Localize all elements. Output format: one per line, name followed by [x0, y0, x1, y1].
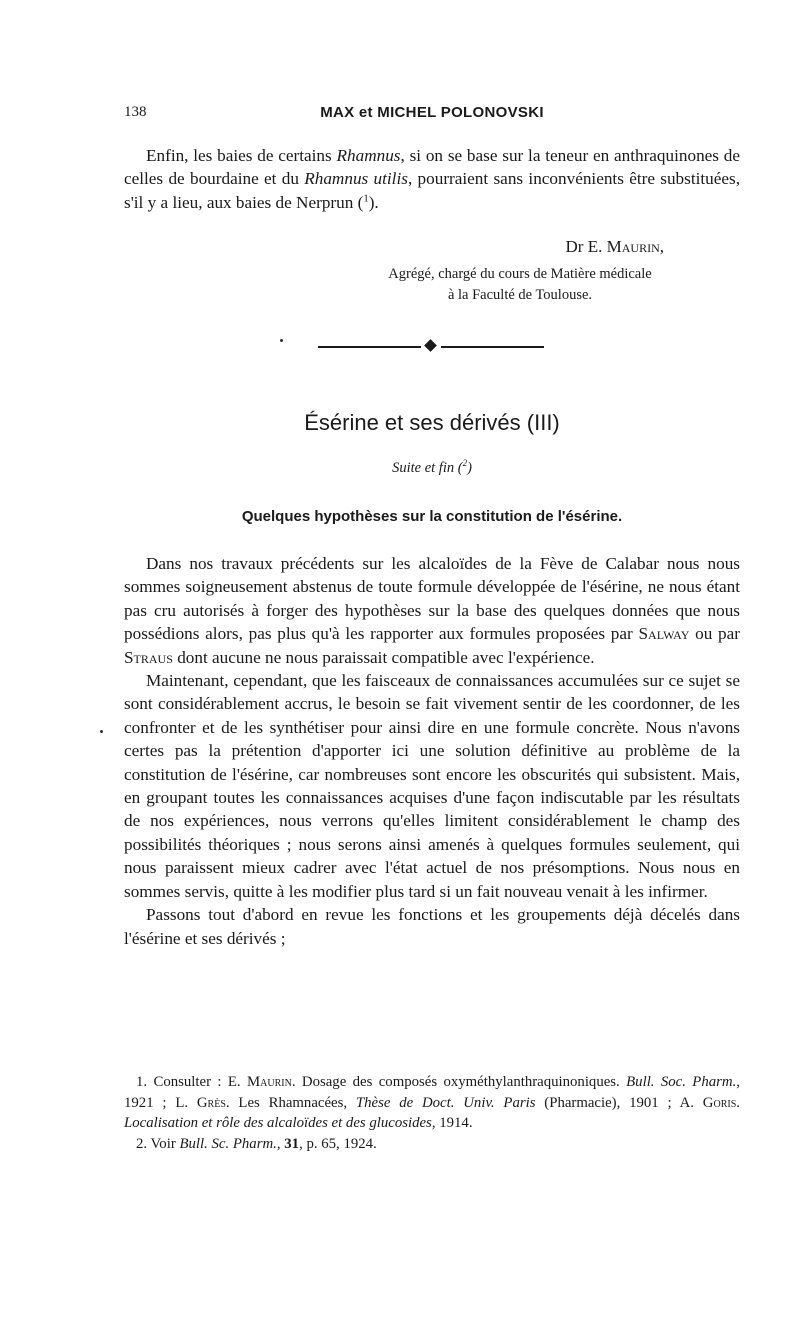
divider-line-left — [318, 346, 421, 348]
affiliation-line-2: à la Faculté de Toulouse. — [447, 287, 593, 303]
page-number: 138 — [124, 104, 147, 120]
footnotes — [124, 1072, 740, 1154]
paragraph-3: Passons tout d'abord en revue les fonctions et les groupements déjà décelés dans l'ésérine et ses dérivés ; — [124, 905, 740, 948]
author-name: Maurin, — [606, 237, 664, 256]
main-text — [124, 552, 740, 950]
divider-line-right — [441, 346, 544, 348]
signature: Dr E. Maurin, — [565, 237, 664, 256]
page-header — [124, 104, 740, 130]
section-divider — [318, 346, 544, 348]
article-title: Ésérine et ses dérivés (III) — [304, 410, 560, 435]
affiliation-line-1: Agrégé, chargé du cours de Matière médicale — [388, 266, 652, 282]
scan-speck — [100, 730, 103, 733]
section-heading: Quelques hypothèses sur la constitution de l'ésérine. — [241, 508, 623, 525]
footnote-1: 1. Consulter : E. Maurin. Dosage des composés oxyméthylanthraquinoniques. Bull. Soc. Pharm., 1921 ; L. Grès. Les Rhamnacées, Thèse de Doct. Univ. Paris (Pharmacie), 1901 ; A. Goris. Localisation et rôle des alcaloïdes et des glucosides, 1914. — [124, 1074, 740, 1131]
article-subtitle: Suite et fin ($^2$) — [392, 458, 472, 476]
footnote-2: 2. Voir Bull. Sc. Pharm., 31, p. 65, 1924. — [136, 1135, 377, 1152]
intro-text: Enfin, les baies de certains Rhamnus, si on se base sur la teneur en anthraquinones de celles de bourdaine et du Rhamnus utilis, pourraient sans inconvénients être substituées, s'il y a lieu, aux baies de Nerprun ($^1$). — [124, 146, 741, 212]
paragraph-1: Dans nos travaux précédents sur les alcaloïdes de la Fève de Calabar nous nous sommes soigneusement abstenus de toute formule développée de l'ésérine, ne nous étant pas cru autorisés à forger des hypothèses sur la base des quelques données que nous possédions alors, pas plus qu'à les rapporter aux formules proposées par Salway ou par Straus dont aucune ne nous paraissait compatible avec l'expérience. — [124, 554, 740, 667]
running-head: MAX et MICHEL POLONOVSKI — [320, 104, 544, 121]
paragraph-2: Maintenant, cependant, que les faisceaux de connaissances accumulées sur ce sujet se sont considérablement accrus, le besoin se fait vivement sentir de les coordonner, de les confronter et de les synthétiser pour ainsi dire en une formule concrète. Nous n'avons certes pas la prétention d'apporter ici une solution définitive au problème de la constitution de l'ésérine, car nombreuses sont encore les obscurités qui subsistent. Mais, en groupant toutes les connaissances acquises d'une façon indiscutable par les résultats de nos expériences, nous verrons qu'elles limitent considérablement le champ des possibilités théoriques ; nous serons ainsi amenés à quelques formules seulement, qui nous paraissent mieux cadrer avec l'état actuel de nos présomptions. Nous nous en sommes servis, quitte à les modifier plus tard si un fait nouveau venait à les infirmer. — [124, 671, 740, 901]
scan-speck — [280, 339, 283, 342]
diamond-ornament-icon — [424, 339, 437, 352]
intro-paragraph — [124, 144, 740, 214]
